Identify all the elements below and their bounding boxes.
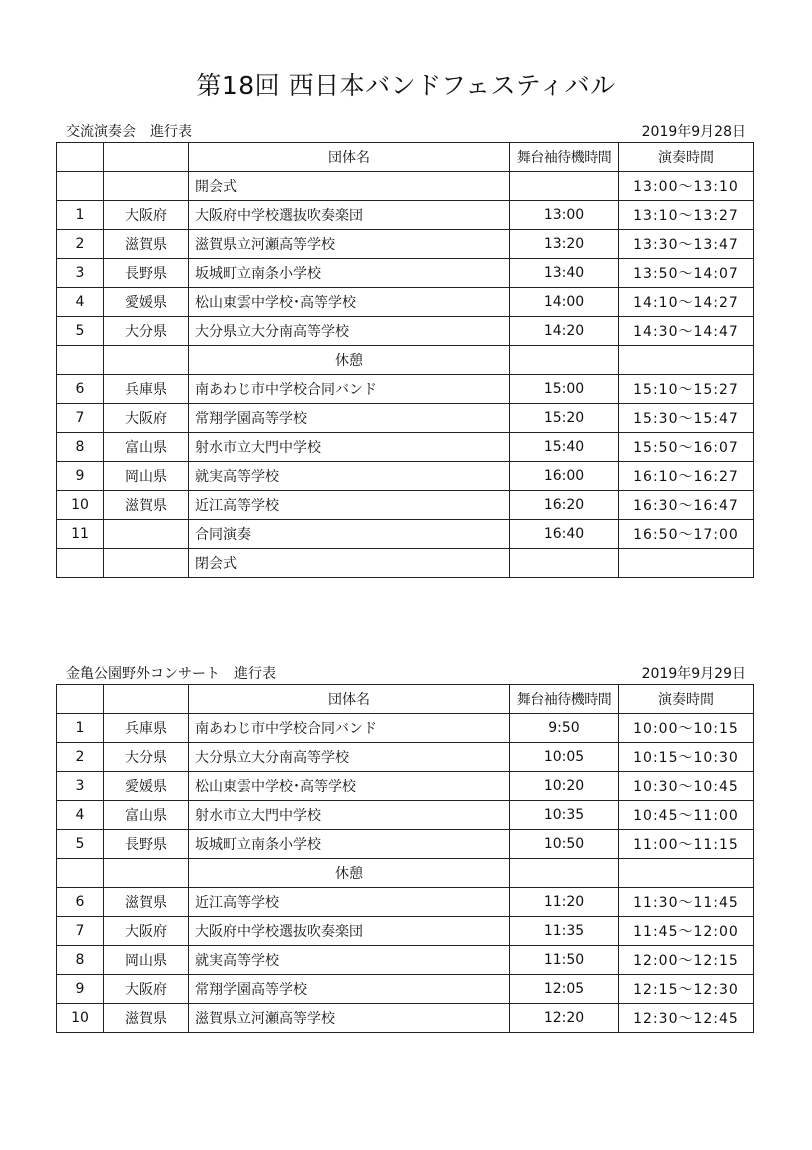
row-prefecture [104, 346, 189, 375]
row-performance-time: 13:30〜13:47 [619, 230, 754, 259]
row-performance-time [619, 549, 754, 578]
schedule1-table [56, 142, 754, 578]
schedule1-date: 2019年9月28日 [641, 124, 746, 140]
table-row [57, 772, 754, 801]
row-group-name: 松山東雲中学校･高等学校 [189, 772, 510, 801]
row-group-name: 常翔学園高等学校 [189, 975, 510, 1004]
row-performance-time: 10:45〜11:00 [619, 801, 754, 830]
table-row [57, 375, 754, 404]
row-wait-time: 13:00 [510, 201, 619, 230]
row-group-name: 南あわじ市中学校合同バンド [189, 714, 510, 743]
row-wait-time: 14:20 [510, 317, 619, 346]
row-group-name: 坂城町立南条小学校 [189, 830, 510, 859]
row-number: 1 [57, 714, 104, 743]
row-performance-time: 15:50〜16:07 [619, 433, 754, 462]
table-row [57, 888, 754, 917]
row-group-name: 開会式 [189, 172, 510, 201]
row-number [57, 859, 104, 888]
row-wait-time [510, 549, 619, 578]
row-wait-time: 15:00 [510, 375, 619, 404]
row-wait-time: 10:35 [510, 801, 619, 830]
row-wait-time: 11:35 [510, 917, 619, 946]
row-wait-time: 10:20 [510, 772, 619, 801]
row-number: 2 [57, 230, 104, 259]
row-number: 9 [57, 462, 104, 491]
row-performance-time: 11:00〜11:15 [619, 830, 754, 859]
row-performance-time: 16:50〜17:00 [619, 520, 754, 549]
header-group: 団体名 [189, 143, 510, 172]
row-number [57, 172, 104, 201]
table-row [57, 288, 754, 317]
row-group-name: 近江高等学校 [189, 491, 510, 520]
row-performance-time: 15:30〜15:47 [619, 404, 754, 433]
table-row [57, 946, 754, 975]
row-wait-time [510, 859, 619, 888]
schedule2-date: 2019年9月29日 [641, 666, 746, 682]
row-number: 5 [57, 317, 104, 346]
row-performance-time [619, 859, 754, 888]
row-prefecture: 岡山県 [104, 462, 189, 491]
table-row [57, 1004, 754, 1033]
row-group-name: 大分県立大分南高等学校 [189, 317, 510, 346]
row-group-name: 休憩 [189, 346, 510, 375]
header-prefecture [104, 685, 189, 714]
row-number: 3 [57, 772, 104, 801]
header-row [57, 143, 754, 172]
header-performance: 演奏時間 [619, 143, 754, 172]
table-row [57, 317, 754, 346]
row-number: 3 [57, 259, 104, 288]
row-wait-time: 15:20 [510, 404, 619, 433]
table-row [57, 230, 754, 259]
row-wait-time: 11:50 [510, 946, 619, 975]
row-performance-time: 12:30〜12:45 [619, 1004, 754, 1033]
row-wait-time: 14:00 [510, 288, 619, 317]
row-number: 11 [57, 520, 104, 549]
table-row [57, 259, 754, 288]
row-performance-time: 10:00〜10:15 [619, 714, 754, 743]
header-no [57, 143, 104, 172]
table-row [57, 201, 754, 230]
row-wait-time: 13:20 [510, 230, 619, 259]
row-number: 2 [57, 743, 104, 772]
row-number: 6 [57, 888, 104, 917]
row-group-name: 射水市立大門中学校 [189, 433, 510, 462]
row-group-name: 大分県立大分南高等学校 [189, 743, 510, 772]
table-row [57, 549, 754, 578]
row-performance-time: 11:45〜12:00 [619, 917, 754, 946]
row-group-name: 射水市立大門中学校 [189, 801, 510, 830]
row-prefecture: 兵庫県 [104, 714, 189, 743]
header-wait: 舞台袖待機時間 [510, 685, 619, 714]
row-wait-time: 16:40 [510, 520, 619, 549]
row-wait-time: 11:20 [510, 888, 619, 917]
row-number: 4 [57, 288, 104, 317]
row-performance-time: 13:00〜13:10 [619, 172, 754, 201]
row-performance-time: 16:10〜16:27 [619, 462, 754, 491]
row-wait-time: 10:05 [510, 743, 619, 772]
row-wait-time: 16:20 [510, 491, 619, 520]
row-group-name: 松山東雲中学校･高等学校 [189, 288, 510, 317]
row-performance-time: 10:30〜10:45 [619, 772, 754, 801]
row-number: 7 [57, 917, 104, 946]
row-prefecture: 滋賀県 [104, 1004, 189, 1033]
row-group-name: 常翔学園高等学校 [189, 404, 510, 433]
row-number: 8 [57, 946, 104, 975]
table-row [57, 520, 754, 549]
row-number: 9 [57, 975, 104, 1004]
row-prefecture [104, 549, 189, 578]
row-performance-time: 12:15〜12:30 [619, 975, 754, 1004]
header-prefecture [104, 143, 189, 172]
row-group-name: 合同演奏 [189, 520, 510, 549]
row-group-name: 就実高等学校 [189, 462, 510, 491]
row-wait-time: 15:40 [510, 433, 619, 462]
table-row [57, 859, 754, 888]
table-row [57, 462, 754, 491]
row-group-name: 滋賀県立河瀬高等学校 [189, 230, 510, 259]
row-wait-time: 10:50 [510, 830, 619, 859]
schedule1-caption: 交流演奏会 進行表 [66, 124, 192, 140]
table-row [57, 917, 754, 946]
schedule2-table [56, 684, 754, 1033]
row-number: 10 [57, 491, 104, 520]
row-number: 4 [57, 801, 104, 830]
row-group-name: 坂城町立南条小学校 [189, 259, 510, 288]
row-prefecture: 大阪府 [104, 404, 189, 433]
table-row [57, 404, 754, 433]
row-prefecture [104, 520, 189, 549]
row-prefecture: 大阪府 [104, 201, 189, 230]
row-wait-time [510, 172, 619, 201]
row-group-name: 近江高等学校 [189, 888, 510, 917]
row-prefecture [104, 859, 189, 888]
table-row [57, 172, 754, 201]
row-prefecture: 滋賀県 [104, 230, 189, 259]
row-prefecture: 兵庫県 [104, 375, 189, 404]
row-wait-time: 12:05 [510, 975, 619, 1004]
row-prefecture [104, 172, 189, 201]
row-prefecture: 滋賀県 [104, 491, 189, 520]
table-row [57, 801, 754, 830]
row-group-name: 大阪府中学校選抜吹奏楽団 [189, 917, 510, 946]
row-prefecture: 岡山県 [104, 946, 189, 975]
header-group: 団体名 [189, 685, 510, 714]
row-group-name: 大阪府中学校選抜吹奏楽団 [189, 201, 510, 230]
row-performance-time: 10:15〜10:30 [619, 743, 754, 772]
row-number: 8 [57, 433, 104, 462]
row-performance-time [619, 346, 754, 375]
row-performance-time: 13:50〜14:07 [619, 259, 754, 288]
row-wait-time [510, 346, 619, 375]
row-number [57, 549, 104, 578]
table-row [57, 491, 754, 520]
header-no [57, 685, 104, 714]
row-group-name: 休憩 [189, 859, 510, 888]
header-wait: 舞台袖待機時間 [510, 143, 619, 172]
row-group-name: 就実高等学校 [189, 946, 510, 975]
row-prefecture: 富山県 [104, 801, 189, 830]
table-row [57, 346, 754, 375]
header-performance: 演奏時間 [619, 685, 754, 714]
row-prefecture: 滋賀県 [104, 888, 189, 917]
row-number: 6 [57, 375, 104, 404]
row-number: 10 [57, 1004, 104, 1033]
row-performance-time: 13:10〜13:27 [619, 201, 754, 230]
header-row [57, 685, 754, 714]
row-number [57, 346, 104, 375]
row-number: 1 [57, 201, 104, 230]
schedule2-caption: 金亀公園野外コンサート 進行表 [66, 666, 276, 682]
row-wait-time: 12:20 [510, 1004, 619, 1033]
row-number: 5 [57, 830, 104, 859]
row-performance-time: 16:30〜16:47 [619, 491, 754, 520]
row-wait-time: 9:50 [510, 714, 619, 743]
row-prefecture: 大分県 [104, 317, 189, 346]
table-row [57, 830, 754, 859]
row-wait-time: 16:00 [510, 462, 619, 491]
row-performance-time: 12:00〜12:15 [619, 946, 754, 975]
row-prefecture: 愛媛県 [104, 288, 189, 317]
table-row [57, 433, 754, 462]
row-group-name: 南あわじ市中学校合同バンド [189, 375, 510, 404]
page-title: 第18回 西日本バンドフェスティバル [196, 71, 616, 100]
row-prefecture: 大阪府 [104, 917, 189, 946]
row-performance-time: 14:30〜14:47 [619, 317, 754, 346]
row-performance-time: 15:10〜15:27 [619, 375, 754, 404]
row-wait-time: 13:40 [510, 259, 619, 288]
table-row [57, 743, 754, 772]
row-performance-time: 14:10〜14:27 [619, 288, 754, 317]
table-row [57, 714, 754, 743]
row-prefecture: 愛媛県 [104, 772, 189, 801]
table-row [57, 975, 754, 1004]
row-prefecture: 長野県 [104, 830, 189, 859]
row-performance-time: 11:30〜11:45 [619, 888, 754, 917]
row-number: 7 [57, 404, 104, 433]
row-prefecture: 大分県 [104, 743, 189, 772]
row-group-name: 滋賀県立河瀬高等学校 [189, 1004, 510, 1033]
row-prefecture: 長野県 [104, 259, 189, 288]
row-prefecture: 大阪府 [104, 975, 189, 1004]
row-prefecture: 富山県 [104, 433, 189, 462]
row-group-name: 閉会式 [189, 549, 510, 578]
